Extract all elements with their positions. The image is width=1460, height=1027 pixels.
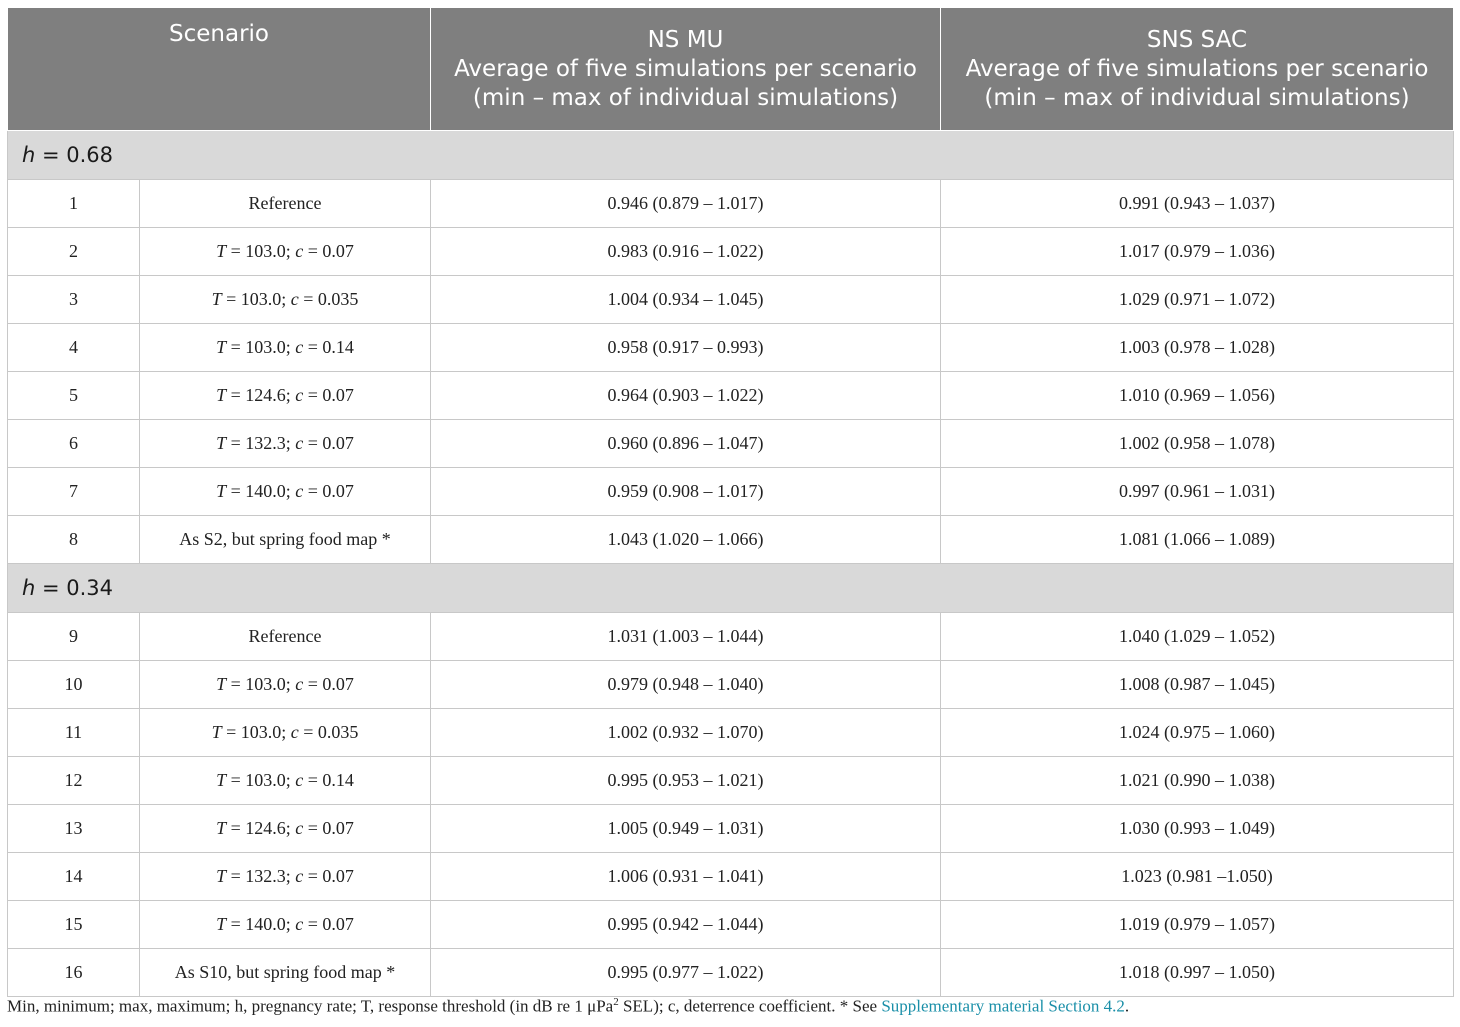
ns-mu-value: 0.960 (0.896 – 1.047)	[431, 420, 941, 468]
scenario-number: 15	[8, 901, 140, 949]
table-row	[8, 661, 1454, 709]
sns-sac-value: 1.023 (0.981 –1.050)	[941, 853, 1454, 901]
scenario-description: T = 103.0; c = 0.07	[140, 228, 431, 276]
scenario-number: 2	[8, 228, 140, 276]
scenario-description: Reference	[140, 613, 431, 661]
sns-sac-value: 1.081 (1.066 – 1.089)	[941, 516, 1454, 564]
group-header-row	[8, 564, 1454, 613]
table-row	[8, 949, 1454, 997]
scenario-description: T = 103.0; c = 0.035	[140, 276, 431, 324]
ns-mu-value: 0.946 (0.879 – 1.017)	[431, 180, 941, 228]
scenario-number: 1	[8, 180, 140, 228]
ns-mu-value: 0.995 (0.953 – 1.021)	[431, 757, 941, 805]
ns-mu-value: 1.002 (0.932 – 1.070)	[431, 709, 941, 757]
sns-sac-value: 0.991 (0.943 – 1.037)	[941, 180, 1454, 228]
scenario-number: 7	[8, 468, 140, 516]
scenario-description: T = 124.6; c = 0.07	[140, 372, 431, 420]
table-row	[8, 420, 1454, 468]
header-ns-mu: NS MU Average of five simulations per scenario (min – max of individual simulations)	[431, 8, 941, 131]
ns-mu-value: 0.983 (0.916 – 1.022)	[431, 228, 941, 276]
ns-mu-value: 1.005 (0.949 – 1.031)	[431, 805, 941, 853]
sns-sac-value: 1.017 (0.979 – 1.036)	[941, 228, 1454, 276]
table-row	[8, 324, 1454, 372]
table-row	[8, 516, 1454, 564]
group-header-row	[8, 131, 1454, 180]
scenario-description: T = 124.6; c = 0.07	[140, 805, 431, 853]
sns-sac-value: 0.997 (0.961 – 1.031)	[941, 468, 1454, 516]
group-label: h = 0.68	[8, 131, 1454, 180]
sns-sac-value: 1.019 (0.979 – 1.057)	[941, 901, 1454, 949]
scenario-description: T = 140.0; c = 0.07	[140, 901, 431, 949]
ns-mu-value: 0.995 (0.977 – 1.022)	[431, 949, 941, 997]
table-row	[8, 228, 1454, 276]
sns-sac-value: 1.010 (0.969 – 1.056)	[941, 372, 1454, 420]
sns-sac-value: 1.021 (0.990 – 1.038)	[941, 757, 1454, 805]
group-label: h = 0.34	[8, 564, 1454, 613]
table-row	[8, 901, 1454, 949]
scenario-description: As S2, but spring food map *	[140, 516, 431, 564]
table-row	[8, 468, 1454, 516]
header-sns-sac: SNS SAC Average of five simulations per scenario (min – max of individual simulations)	[941, 8, 1454, 131]
scenario-number: 8	[8, 516, 140, 564]
scenario-number: 5	[8, 372, 140, 420]
scenario-results-table	[7, 7, 1454, 997]
sns-sac-value: 1.003 (0.978 – 1.028)	[941, 324, 1454, 372]
scenario-number: 10	[8, 661, 140, 709]
scenario-number: 14	[8, 853, 140, 901]
table-body	[8, 131, 1454, 997]
ns-mu-value: 0.958 (0.917 – 0.993)	[431, 324, 941, 372]
sns-sac-value: 1.002 (0.958 – 1.078)	[941, 420, 1454, 468]
table-row	[8, 805, 1454, 853]
sns-sac-value: 1.008 (0.987 – 1.045)	[941, 661, 1454, 709]
ns-mu-value: 1.031 (1.003 – 1.044)	[431, 613, 941, 661]
scenario-description: T = 103.0; c = 0.035	[140, 709, 431, 757]
sns-sac-value: 1.018 (0.997 – 1.050)	[941, 949, 1454, 997]
ns-mu-value: 0.964 (0.903 – 1.022)	[431, 372, 941, 420]
supplementary-link[interactable]: Supplementary material Section 4.2	[881, 996, 1125, 1016]
ns-mu-value: 1.043 (1.020 – 1.066)	[431, 516, 941, 564]
table-row	[8, 613, 1454, 661]
table-row	[8, 709, 1454, 757]
table-row	[8, 180, 1454, 228]
scenario-number: 9	[8, 613, 140, 661]
scenario-description: T = 103.0; c = 0.07	[140, 661, 431, 709]
scenario-number: 16	[8, 949, 140, 997]
scenario-description: T = 103.0; c = 0.14	[140, 757, 431, 805]
table-footnote: Min, minimum; max, maximum; h, pregnancy rate; T, response threshold (in dB re 1 μPa$^2$ SEL); c, deterrence coefficient. * See Supplementary material Section 4.2.	[7, 996, 1130, 1016]
scenario-description: T = 132.3; c = 0.07	[140, 853, 431, 901]
sns-sac-value: 1.029 (0.971 – 1.072)	[941, 276, 1454, 324]
table-row	[8, 276, 1454, 324]
scenario-number: 3	[8, 276, 140, 324]
scenario-description: T = 140.0; c = 0.07	[140, 468, 431, 516]
table-row	[8, 372, 1454, 420]
sns-sac-value: 1.024 (0.975 – 1.060)	[941, 709, 1454, 757]
ns-mu-value: 0.979 (0.948 – 1.040)	[431, 661, 941, 709]
sns-sac-value: 1.040 (1.029 – 1.052)	[941, 613, 1454, 661]
table-row	[8, 757, 1454, 805]
scenario-number: 12	[8, 757, 140, 805]
table-header	[8, 8, 1454, 131]
ns-mu-value: 1.006 (0.931 – 1.041)	[431, 853, 941, 901]
table-row	[8, 853, 1454, 901]
scenario-number: 6	[8, 420, 140, 468]
ns-mu-value: 0.995 (0.942 – 1.044)	[431, 901, 941, 949]
sns-sac-value: 1.030 (0.993 – 1.049)	[941, 805, 1454, 853]
scenario-description: T = 103.0; c = 0.14	[140, 324, 431, 372]
scenario-number: 11	[8, 709, 140, 757]
scenario-description: Reference	[140, 180, 431, 228]
scenario-description: T = 132.3; c = 0.07	[140, 420, 431, 468]
scenario-number: 13	[8, 805, 140, 853]
ns-mu-value: 0.959 (0.908 – 1.017)	[431, 468, 941, 516]
scenario-description: As S10, but spring food map *	[140, 949, 431, 997]
scenario-results-table-container	[7, 7, 1453, 997]
header-scenario: Scenario	[8, 8, 431, 131]
ns-mu-value: 1.004 (0.934 – 1.045)	[431, 276, 941, 324]
scenario-number: 4	[8, 324, 140, 372]
